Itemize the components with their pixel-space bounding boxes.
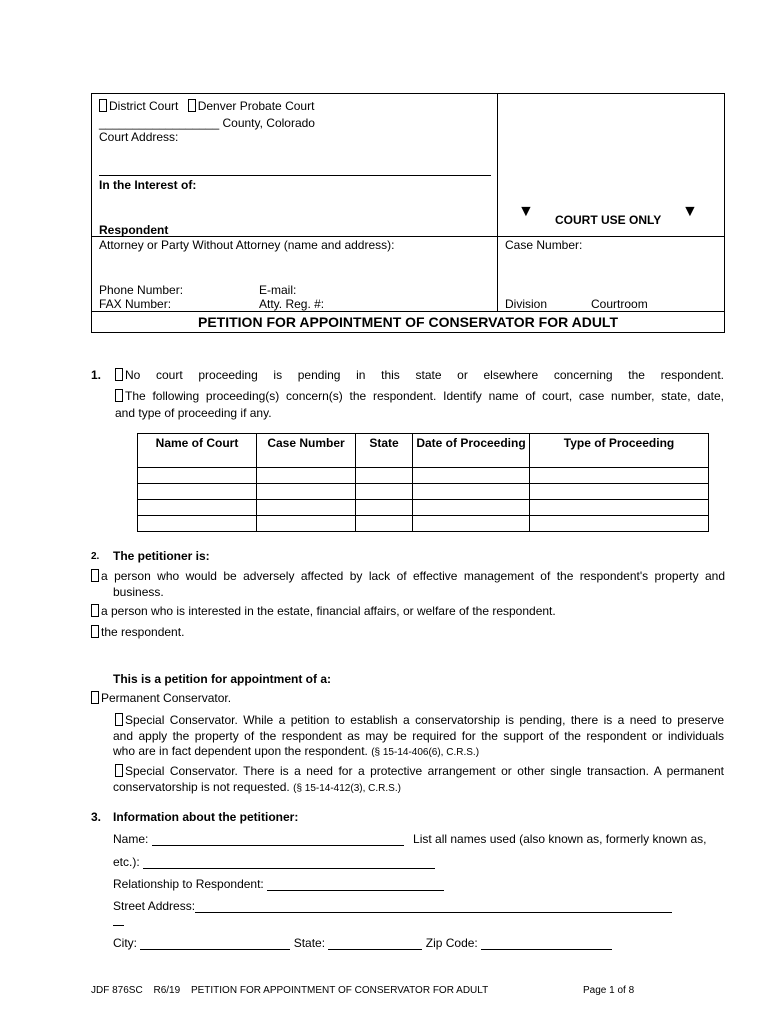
name-field[interactable] [152,833,404,846]
adversely-affected-text-cont: business. [113,585,164,599]
col-type: Type of Proceeding [530,434,709,468]
special-conservator-single-line2 [113,780,401,794]
permanent-conservator-checkbox[interactable] [91,691,99,704]
zip-field[interactable] [481,937,612,950]
interest-label: In the Interest of: [99,178,197,192]
document-title: PETITION FOR APPOINTMENT OF CONSERVATOR FOR ADULT [198,314,618,330]
table-row [138,516,709,532]
special-conservator-pending-text-3: who are in fact dependent upon the respondent. [113,744,368,758]
section-3-number: 3. [91,810,102,824]
table-cell[interactable] [356,468,413,484]
name-label: Name: [113,832,149,846]
no-proceeding-checkbox[interactable] [115,368,123,381]
email-label: E-mail: [259,283,297,297]
fax-label: FAX Number: [99,297,172,311]
arrow-down-icon: ▼ [682,203,698,220]
caption-divider [497,93,498,312]
aliases-row [113,855,435,869]
section-1-option-a [115,368,724,382]
city-field[interactable] [140,937,290,950]
relationship-label: Relationship to Respondent: [113,877,264,891]
city-state-zip-row [113,936,612,950]
district-court-label: District Court [109,99,179,113]
court-address-rule [99,175,491,176]
table-cell[interactable] [356,500,413,516]
form-id: JDF 876SC [91,985,143,996]
street-field-wrap [113,925,124,926]
respondent-label: Respondent [99,223,169,237]
proceedings-text-cont: and type of proceeding if any. [115,406,272,420]
court-selection [99,99,314,113]
special-conservator-single-checkbox[interactable] [115,764,123,777]
caption-rule-2 [91,311,725,312]
adversely-affected-checkbox[interactable] [91,569,99,582]
footer-title: PETITION FOR APPOINTMENT OF CONSERVATOR FOR ADULT [190,985,489,996]
special-conservator-pending-text: Special Conservator. While a petition to establish a conservatorship is pending, there is a need to preserve [125,713,724,727]
table-cell[interactable] [138,500,257,516]
special-conservator-pending-text-2: and apply the property of the respondent as may be required for the support of the respondent or individuals [113,729,724,743]
petitioner-option-c [91,625,184,639]
name-row [113,832,725,846]
adversely-affected-text: a person who would be adversely affected by lack of effective management of the respondent's property and [101,569,725,583]
special-conservator-pending-checkbox[interactable] [115,713,123,726]
probate-court-label: Denver Probate Court [197,99,315,113]
street-label: Street Address: [113,899,196,913]
county-line [99,116,315,130]
table-cell[interactable] [530,468,709,484]
special-option-1 [115,713,724,727]
name-note: List all names used (also known as, formerly known as, [413,832,707,846]
table-cell[interactable] [413,468,530,484]
street-field[interactable] [195,900,672,913]
table-cell[interactable] [257,500,356,516]
proceedings-checkbox[interactable] [115,389,123,402]
interested-person-text: a person who is interested in the estate, financial affairs, or welfare of the respondent. [101,604,556,618]
table-cell[interactable] [257,484,356,500]
arrow-down-icon: ▼ [518,203,534,220]
relationship-row [113,877,444,891]
petitioner-option-a [91,569,725,583]
special-conservator-pending-cite: (§ 15-14-406(6), C.R.S.) [371,747,480,758]
table-cell[interactable] [356,516,413,532]
section-2-number: 2. [91,551,100,562]
form-revision: R6/19 [153,985,181,996]
petitioner-option-b [91,604,556,618]
county-text: County, Colorado [222,116,315,130]
table-cell[interactable] [138,468,257,484]
table-row [138,484,709,500]
proceedings-table [137,433,709,532]
city-label: City: [113,936,137,950]
probate-court-checkbox[interactable] [188,99,196,112]
division-label: Division [505,297,548,311]
table-row [138,468,709,484]
permanent-option [91,691,231,705]
col-case-number: Case Number [257,434,356,468]
section-3-heading: Information about the petitioner: [113,810,299,824]
special-conservator-single-cite: (§ 15-14-412(3), C.R.S.) [293,783,401,794]
table-cell[interactable] [356,484,413,500]
aliases-field[interactable] [143,856,435,869]
atty-reg-label: Atty. Reg. #: [259,297,325,311]
special-option-2 [115,764,724,778]
relationship-field[interactable] [267,878,444,891]
table-cell[interactable] [413,484,530,500]
no-proceeding-text: No court proceeding is pending in this state or elsewhere concerning the respondent. [125,368,724,382]
col-date: Date of Proceeding [413,434,530,468]
table-header-row [138,434,709,468]
section-1-option-b [115,389,724,403]
section-2-heading: The petitioner is: [113,549,210,563]
col-name-of-court: Name of Court [138,434,257,468]
state-label: State: [293,936,326,950]
col-state: State [356,434,413,468]
table-cell[interactable] [138,484,257,500]
permanent-conservator-text: Permanent Conservator. [101,691,232,705]
respondent-text: the respondent. [101,625,185,639]
respondent-checkbox[interactable] [91,625,99,638]
caption-rule-1 [91,236,725,237]
court-address-label: Court Address: [99,130,179,144]
appointment-heading: This is a petition for appointment of a: [113,672,331,686]
special-conservator-pending-line3 [113,744,479,758]
table-row [138,500,709,516]
page-number: Page 1 of 8 [583,985,635,996]
table-cell[interactable] [530,516,709,532]
table-cell[interactable] [413,500,530,516]
courtroom-label: Courtroom [591,297,648,311]
table-cell[interactable] [257,516,356,532]
table-cell[interactable] [530,484,709,500]
district-court-checkbox[interactable] [99,99,107,112]
proceedings-text: The following proceeding(s) concern(s) the respondent. Identify name of court, case number, state, date, [125,389,724,403]
section-1-number: 1. [91,368,102,382]
interested-person-checkbox[interactable] [91,604,99,617]
table-cell[interactable] [138,516,257,532]
footer [91,985,488,996]
etc-label: etc.): [113,855,140,869]
state-field[interactable] [328,937,422,950]
phone-label: Phone Number: [99,283,184,297]
attorney-label: Attorney or Party Without Attorney (name and address): [99,238,395,252]
court-use-only: COURT USE ONLY [555,213,662,227]
zip-label: Zip Code: [425,936,478,950]
table-cell[interactable] [530,500,709,516]
special-conservator-single-text: Special Conservator. There is a need for a protective arrangement or other single transaction. A permanent [125,764,724,778]
street-row [113,899,672,913]
special-conservator-single-text-2: conservatorship is not requested. [113,780,290,794]
county-blank[interactable]: __________________ [99,116,220,130]
case-number-label: Case Number: [505,238,583,252]
table-cell[interactable] [413,516,530,532]
table-cell[interactable] [257,468,356,484]
